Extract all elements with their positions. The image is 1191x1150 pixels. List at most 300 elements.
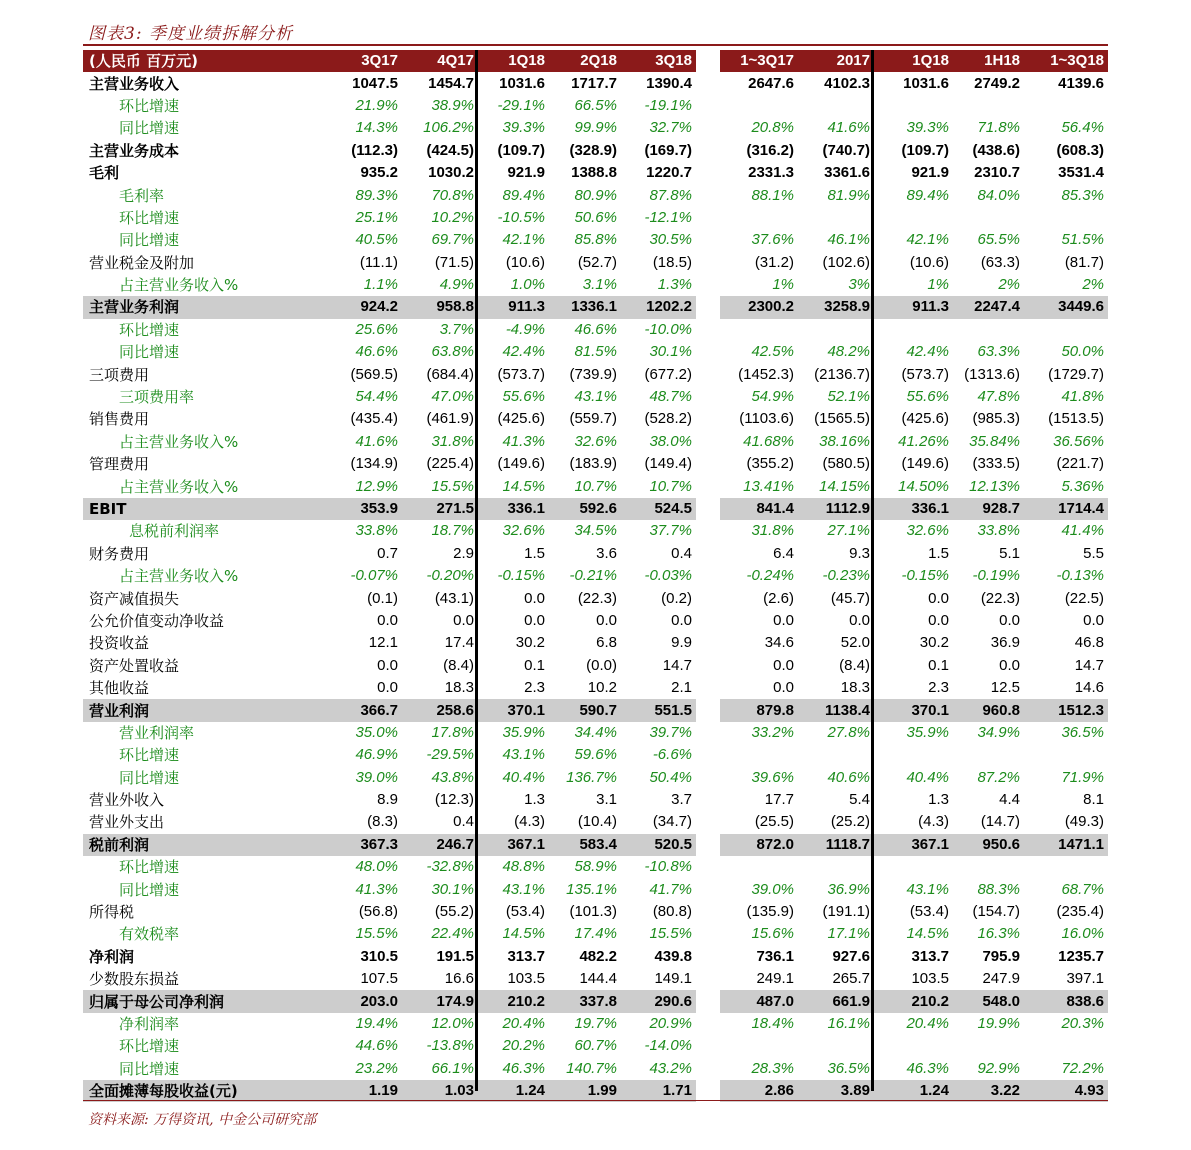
value-cell: -29.5% [426,746,474,764]
row-label: 资产减值损失 [89,589,180,608]
value-cell: 246.7 [402,834,478,856]
value-cell: 46.3% [502,1059,545,1077]
value-cell: 2.1 [671,679,692,697]
value-cell: (580.5) [822,455,870,473]
value-cell: 19.9% [977,1014,1020,1032]
value-cell: 5.5 [1083,544,1104,562]
value-cell: 16.6 [444,970,474,988]
value-cell: 33.8% [355,522,398,540]
value-cell: (191.1) [822,903,870,921]
column-gap [696,431,720,453]
value-cell: 48.2% [827,343,870,361]
value-cell: 50.0% [1061,343,1104,361]
value-cell: 1% [772,276,794,294]
value-cell: 15.5% [649,925,692,943]
value-cell: 370.1 [478,699,549,721]
value-cell [798,207,874,229]
divider-2017 [871,50,874,1091]
column-gap [696,789,720,811]
value-cell: (134.9) [350,455,398,473]
value-cell: 46.9% [355,746,398,764]
value-cell: 34.4% [574,723,617,741]
table-row [83,767,1108,789]
row-label: 环比增速 [119,1037,180,1056]
value-cell: (677.2) [644,365,692,383]
value-cell: (81.7) [1064,253,1104,271]
col-header: 1H18 [953,50,1024,72]
value-cell: 524.5 [621,498,696,520]
value-cell: 247.9 [982,970,1020,988]
row-label: 净利润 [89,947,135,966]
financial-table [83,50,1108,1102]
column-gap [696,699,720,721]
value-cell: 958.8 [402,296,478,318]
row-label: 环比增速 [119,858,180,877]
row-label: 税前利润 [83,834,319,856]
value-cell: 1.24 [478,1080,549,1102]
value-cell: (22.3) [980,589,1020,607]
table-row [83,834,1108,856]
value-cell: (8.4) [839,656,870,674]
value-cell: 1.1% [363,276,398,294]
value-cell: (235.4) [1056,903,1104,921]
table-row [83,252,1108,274]
value-cell: (183.9) [569,455,617,473]
value-cell: 39.3% [502,119,545,137]
row-label: 环比增速 [119,96,180,115]
column-gap [696,386,720,408]
value-cell: (2.6) [763,589,794,607]
value-cell: 2310.7 [974,164,1020,182]
value-cell: 20.4% [906,1014,949,1032]
value-cell: 66.1% [431,1059,474,1077]
col-header: 3Q18 [621,50,696,72]
value-cell: 1220.7 [646,164,692,182]
value-cell: 2.3 [524,679,545,697]
value-cell: 1.3 [928,791,949,809]
value-cell: -29.1% [497,96,545,114]
value-cell: 10.2 [587,679,617,697]
value-cell: -0.15% [497,567,545,585]
column-gap [696,856,720,878]
table-row [83,95,1108,117]
value-cell: 12.13% [969,477,1020,495]
value-cell: 36.9 [990,634,1020,652]
column-gap [696,162,720,184]
table-row [83,408,1108,430]
value-cell: 249.1 [756,970,794,988]
table-row [83,140,1108,162]
table-row [83,363,1108,385]
value-cell [953,1035,1024,1057]
column-gap [696,453,720,475]
row-label: 净利润率 [119,1014,180,1033]
value-cell: (80.8) [652,903,692,921]
value-cell: 0.0 [377,611,398,629]
value-cell: 10.7% [574,477,617,495]
col-header: 1Q18 [478,50,549,72]
value-cell: 55.6% [906,388,949,406]
value-cell: (149.4) [644,455,692,473]
value-cell: (316.2) [746,141,794,159]
value-cell: (34.7) [652,813,692,831]
value-cell: 69.7% [431,231,474,249]
table-body [83,50,1108,1102]
value-cell: (149.6) [901,455,949,473]
value-cell: 1512.3 [1024,699,1108,721]
value-cell [953,744,1024,766]
value-cell [798,744,874,766]
column-gap [696,498,720,520]
value-cell: (528.2) [644,410,692,428]
value-cell: 174.9 [402,990,478,1012]
row-label: 同比增速 [119,1059,180,1078]
value-cell: 14.7 [662,656,692,674]
row-label: 有效税率 [119,925,180,944]
value-cell [720,95,798,117]
table-row [83,207,1108,229]
value-cell: 3.7% [439,320,474,338]
value-cell: 31.8% [751,522,794,540]
value-cell: 482.2 [579,947,617,965]
source-note: 资料来源: 万得资讯, 中金公司研究部 [88,1112,317,1128]
figure-title: 图表3: 季度业绩拆解分析 [88,24,293,44]
value-cell: 17.8% [431,723,474,741]
value-cell: (221.7) [1056,455,1104,473]
table-row [83,677,1108,699]
row-label: 同比增速 [119,119,180,138]
value-cell: (1565.5) [814,410,870,428]
value-cell: 99.9% [574,119,617,137]
row-label: 管理费用 [89,455,150,474]
value-cell: 2247.4 [953,296,1024,318]
value-cell [1024,207,1108,229]
value-cell: 8.9 [377,791,398,809]
value-cell: (684.4) [426,365,474,383]
value-cell: (8.3) [367,813,398,831]
value-cell [720,319,798,341]
value-cell: 28.3% [751,1059,794,1077]
column-gap [696,408,720,430]
value-cell: 960.8 [953,699,1024,721]
value-cell: 210.2 [874,990,953,1012]
value-cell [874,207,953,229]
value-cell: 1031.6 [903,74,949,92]
value-cell: 0.0 [773,611,794,629]
col-header: 4Q17 [402,50,478,72]
value-cell: (328.9) [569,141,617,159]
value-cell: -0.20% [426,567,474,585]
column-gap [696,475,720,497]
col-header: 2017 [798,50,874,72]
value-cell: (53.4) [505,903,545,921]
value-cell: 1235.7 [1058,947,1104,965]
value-cell: 20.4% [502,1014,545,1032]
value-cell: 15.5% [355,925,398,943]
value-cell: (1513.5) [1048,410,1104,428]
row-label: 占主营业务收入% [119,276,239,295]
column-gap [696,1013,720,1035]
value-cell: 17.4 [444,634,474,652]
value-cell: -10.8% [644,858,692,876]
value-cell: 14.50% [898,477,949,495]
value-cell: 290.6 [621,990,696,1012]
value-cell: 103.5 [911,970,949,988]
value-cell: 88.3% [977,880,1020,898]
value-cell: (10.6) [505,253,545,271]
value-cell: 35.9% [906,723,949,741]
value-cell: 39.3% [906,119,949,137]
value-cell: 1.5 [524,544,545,562]
value-cell: 0.0 [928,589,949,607]
value-cell: 0.7 [377,544,398,562]
value-cell: 0.0 [377,656,398,674]
value-cell: 911.3 [874,296,953,318]
value-cell: 44.6% [355,1037,398,1055]
unit-label: (人民币 百万元) [83,50,319,72]
value-cell: 1454.7 [428,74,474,92]
value-cell: (0.2) [661,589,692,607]
value-cell: (435.4) [350,410,398,428]
value-cell: 1.19 [319,1080,402,1102]
value-cell: 12.5 [990,679,1020,697]
table-row [83,990,1108,1012]
value-cell: 144.4 [579,970,617,988]
value-cell: (102.6) [822,253,870,271]
value-cell: 20.2% [502,1037,545,1055]
table-row [83,72,1108,94]
value-cell: (109.7) [901,141,949,159]
value-cell: 4102.3 [824,74,870,92]
value-cell: 367.3 [319,834,402,856]
value-cell: 42.1% [906,231,949,249]
row-label: 环比增速 [119,320,180,339]
value-cell: (22.5) [1064,589,1104,607]
value-cell: 3% [848,276,870,294]
value-cell: (739.9) [569,365,617,383]
value-cell: 84.0% [977,186,1020,204]
value-cell: 34.6 [764,634,794,652]
column-gap [696,341,720,363]
value-cell: 1138.4 [798,699,874,721]
value-cell: 17.4% [574,925,617,943]
value-cell: 107.5 [360,970,398,988]
value-cell: 17.1% [827,925,870,943]
column-gap [696,655,720,677]
table-row [83,901,1108,923]
value-cell: (56.8) [358,903,398,921]
row-label: 主营业务利润 [83,296,319,318]
value-cell: 42.4% [906,343,949,361]
value-cell [720,856,798,878]
column-gap [696,878,720,900]
value-cell: 18.3 [444,679,474,697]
table-row [83,229,1108,251]
row-label: 营业税金及附加 [89,253,195,272]
value-cell: (109.7) [497,141,545,159]
value-cell: 30.2 [919,634,949,652]
column-gap [696,632,720,654]
value-cell: 27.8% [827,723,870,741]
value-cell: 397.1 [1066,970,1104,988]
value-cell: 4.93 [1024,1080,1108,1102]
value-cell: 1.0% [510,276,545,294]
value-cell: -0.13% [1056,567,1104,585]
row-label: 营业利润率 [119,723,195,742]
value-cell: 38.9% [431,96,474,114]
value-cell: 41.26% [898,432,949,450]
row-label: 投资收益 [89,634,150,653]
value-cell: (12.3) [434,791,474,809]
value-cell: 265.7 [832,970,870,988]
table-row [83,946,1108,968]
table-row [83,632,1108,654]
value-cell [953,95,1024,117]
value-cell: 33.2% [751,723,794,741]
column-gap [696,968,720,990]
value-cell: 30.1% [431,880,474,898]
table-row [83,520,1108,542]
row-label: 占主营业务收入% [119,477,239,496]
value-cell: 51.5% [1061,231,1104,249]
value-cell: (112.3) [351,141,398,159]
value-cell: 42.5% [751,343,794,361]
value-cell: 56.4% [1061,119,1104,137]
value-cell [798,1035,874,1057]
value-cell: 795.9 [982,947,1020,965]
table-row [83,498,1108,520]
table-row [83,1035,1108,1057]
value-cell: (333.5) [972,455,1020,473]
value-cell: (0.1) [367,589,398,607]
table-row [83,811,1108,833]
col-header: 2Q18 [549,50,621,72]
value-cell: 89.4% [906,186,949,204]
value-cell: 935.2 [360,164,398,182]
value-cell: (985.3) [972,410,1020,428]
column-gap [696,834,720,856]
value-cell: 39.0% [355,768,398,786]
value-cell: 81.5% [574,343,617,361]
table-row [83,722,1108,744]
title-rule [83,44,1108,46]
value-cell: 16.3% [977,925,1020,943]
value-cell: 191.5 [436,947,474,965]
value-cell: 40.6% [827,768,870,786]
value-cell: 950.6 [953,834,1024,856]
value-cell: 14.5% [906,925,949,943]
value-cell: 39.7% [649,723,692,741]
column-gap [696,811,720,833]
row-label: 息税前利润率 [129,522,220,541]
table-row [83,744,1108,766]
value-cell: 38.0% [649,432,692,450]
value-cell: 487.0 [720,990,798,1012]
value-cell: 52.0 [840,634,870,652]
value-cell: 1.71 [621,1080,696,1102]
value-cell: 14.5% [502,477,545,495]
col-header: 3Q17 [319,50,402,72]
column-gap [696,767,720,789]
row-label: 三项费用率 [119,388,195,407]
value-cell: 71.8% [977,119,1020,137]
value-cell: 0.0 [524,589,545,607]
value-cell: 58.9% [574,858,617,876]
value-cell: 0.0 [453,611,474,629]
value-cell: 42.4% [502,343,545,361]
value-cell: -0.03% [644,567,692,585]
value-cell: 4.4 [999,791,1020,809]
column-gap [696,252,720,274]
value-cell: 135.1% [566,880,617,898]
table-row [83,296,1108,318]
value-cell [720,207,798,229]
value-cell: -12.1% [644,208,692,226]
table-row [83,699,1108,721]
value-cell: 1388.8 [571,164,617,182]
value-cell: 0.0 [671,611,692,629]
value-cell: 12.9% [355,477,398,495]
value-cell: 22.4% [431,925,474,943]
table-row [83,856,1108,878]
value-cell: 43.1% [574,388,617,406]
value-cell: 46.6% [355,343,398,361]
value-cell: (425.6) [901,410,949,428]
value-cell: 924.2 [319,296,402,318]
value-cell: 31.8% [431,432,474,450]
value-cell: -6.6% [652,746,692,764]
row-label: 少数股东损益 [89,970,180,989]
value-cell: 30.5% [649,231,692,249]
value-cell: 439.8 [654,947,692,965]
value-cell [874,856,953,878]
value-cell: 928.7 [953,498,1024,520]
value-cell: (424.5) [426,141,474,159]
value-cell: 3361.6 [824,164,870,182]
value-cell: 921.9 [911,164,949,182]
value-cell: 4139.6 [1058,74,1104,92]
value-cell: 592.6 [549,498,621,520]
value-cell: 1714.4 [1024,498,1108,520]
value-cell: -0.23% [822,567,870,585]
table-row [83,162,1108,184]
value-cell: (52.7) [577,253,617,271]
row-label: 销售费用 [89,410,150,429]
value-cell: (1103.6) [739,410,794,428]
value-cell: 47.0% [431,388,474,406]
value-cell: (25.5) [754,813,794,831]
value-cell: (18.5) [652,253,692,271]
value-cell: -0.24% [746,567,794,585]
value-cell: 35.0% [355,723,398,741]
value-cell: 43.1% [502,746,545,764]
value-cell: 40.4% [906,768,949,786]
value-cell: 32.6% [502,522,545,540]
value-cell: 551.5 [621,699,696,721]
value-cell: 3.1 [596,791,617,809]
value-cell: 34.5% [574,522,617,540]
column-gap [696,1080,720,1102]
value-cell [1024,1035,1108,1057]
value-cell: 23.2% [355,1059,398,1077]
value-cell: 2647.6 [748,74,794,92]
value-cell: 0.0 [596,611,617,629]
value-cell [798,856,874,878]
value-cell: 149.1 [654,970,692,988]
value-cell: 41.4% [1061,522,1104,540]
value-cell: (4.3) [918,813,949,831]
value-cell: 310.5 [360,947,398,965]
